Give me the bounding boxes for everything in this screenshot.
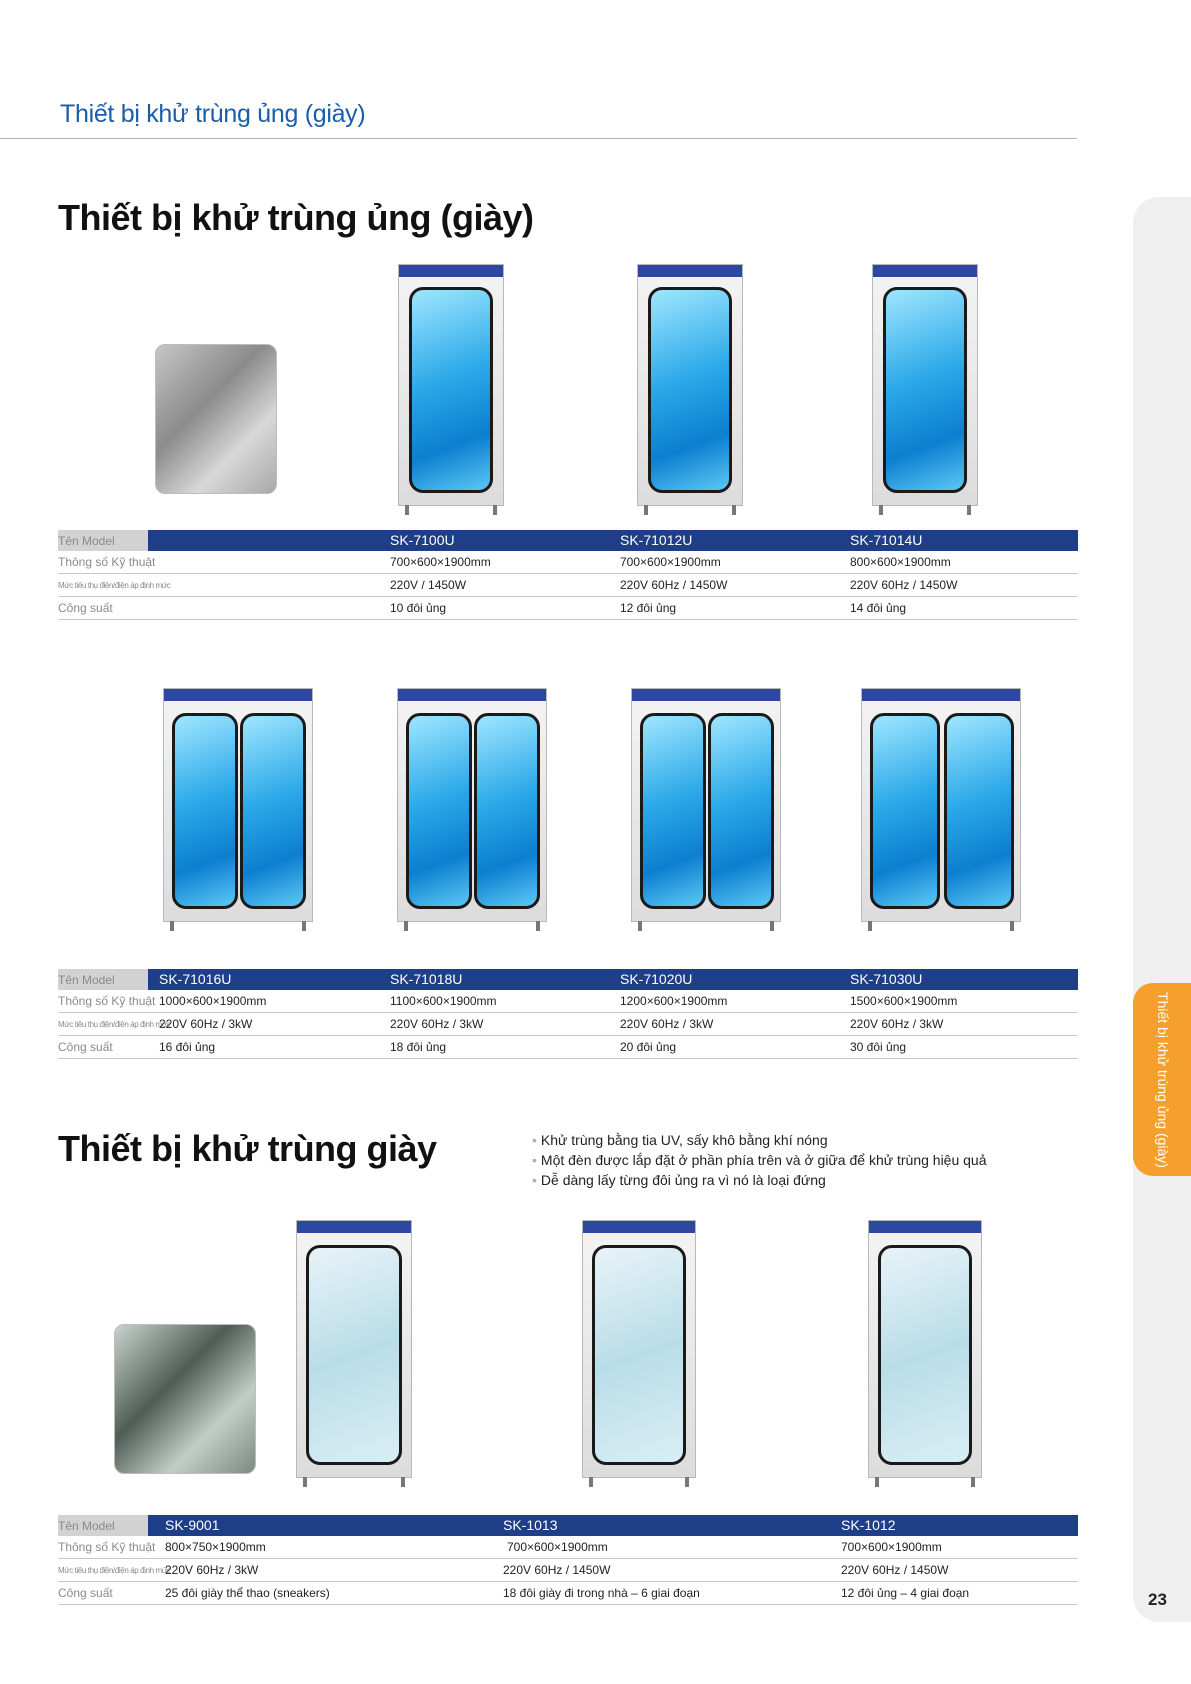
cell-capacity: 25 đôi giày thể thao (sneakers) (165, 1586, 330, 1600)
section1-title: Thiết bị khử trùng ủng (giày) (58, 197, 534, 238)
cell-capacity: 16 đôi ủng (159, 1040, 216, 1054)
table-row-capacity (58, 597, 1078, 620)
table-row-model (58, 1515, 1078, 1536)
cell-capacity: 10 đôi ủng (390, 601, 447, 615)
cell-spec: 1500×600×1900mm (850, 994, 958, 1008)
label-capacity: Công suất (58, 1040, 113, 1054)
product-image-sk-7100u (398, 264, 504, 506)
cell-model: SK-9001 (165, 1517, 220, 1533)
cell-power: 220V 60Hz / 3kW (165, 1563, 259, 1577)
feature-bullets (532, 1130, 987, 1190)
label-power: Mức tiêu thụ điện/điện áp định mức (58, 1566, 171, 1575)
table-row-spec (58, 1536, 1078, 1559)
cell-capacity: 18 đôi giày đi trong nhà – 6 giai đoạn (503, 1586, 700, 1600)
label-capacity: Công suất (58, 601, 113, 615)
cell-power: 220V 60Hz / 3kW (390, 1017, 484, 1031)
cell-capacity: 20 đôi ủng (620, 1040, 677, 1054)
header-divider (0, 138, 1077, 139)
label-power: Mức tiêu thụ điện/điện áp định mức (58, 581, 171, 590)
side-tab-background (1133, 197, 1191, 1622)
cell-model: SK-1012 (841, 1517, 896, 1533)
bullet-text: Khử trùng bằng tia UV, sấy khô bằng khí nóng (540, 1132, 828, 1148)
cell-spec: 800×750×1900mm (165, 1540, 266, 1554)
cell-model: SK-71018U (390, 971, 463, 987)
product-image-sk-71018u (397, 688, 547, 922)
cell-power: 220V 60Hz / 1450W (503, 1563, 611, 1577)
side-tab[interactable] (1133, 983, 1191, 1176)
spec-table-1 (58, 530, 1078, 620)
cell-power: 220V 60Hz / 3kW (620, 1017, 714, 1031)
cell-power: 220V 60Hz / 3kW (850, 1017, 944, 1031)
label-spec: Thông số Kỹ thuật (58, 555, 156, 569)
bullet-text: Một đèn được lắp đặt ở phần phía trên và ở giữa để khử trùng hiệu quả (540, 1152, 987, 1168)
label-model: Tên Model (58, 1519, 115, 1533)
cell-power: 220V / 1450W (390, 578, 467, 592)
table-row-capacity (58, 1036, 1078, 1059)
cell-model: SK-1013 (503, 1517, 558, 1533)
cell-power: 220V 60Hz / 1450W (841, 1563, 949, 1577)
table-row-power (58, 1559, 1078, 1582)
spec-table-3 (58, 1515, 1078, 1605)
section2-title: Thiết bị khử trùng giày (58, 1128, 437, 1169)
cell-spec: 800×600×1900mm (850, 555, 951, 569)
cell-model: SK-71020U (620, 971, 693, 987)
table-row-spec (58, 551, 1078, 574)
product-image-sk-71016u (163, 688, 313, 922)
bullet-item: • Khử trùng bằng tia UV, sấy khô bằng khí nóng (532, 1132, 828, 1148)
product-image-sk-1013 (582, 1220, 696, 1478)
table-row-model (58, 530, 1078, 551)
cell-spec: 700×600×1900mm (620, 555, 721, 569)
cell-power: 220V 60Hz / 3kW (159, 1017, 253, 1031)
cell-power: 220V 60Hz / 1450W (620, 578, 728, 592)
cell-spec: 1200×600×1900mm (620, 994, 728, 1008)
label-spec: Thông số Kỹ thuật (58, 994, 156, 1008)
product-image-sk-71020u (631, 688, 781, 922)
product-image-sk-71030u (861, 688, 1021, 922)
side-tab-label: Thiết bị khử trùng ủng (giày) (1155, 991, 1171, 1168)
label-capacity: Công suất (58, 1586, 113, 1600)
cell-spec: 1000×600×1900mm (159, 994, 267, 1008)
cell-capacity: 18 đôi ủng (390, 1040, 447, 1054)
product-image-sk-1012 (868, 1220, 982, 1478)
label-model: Tên Model (58, 973, 115, 987)
cell-spec: 700×600×1900mm (390, 555, 491, 569)
cell-spec: 1100×600×1900mm (390, 994, 497, 1008)
table-row-spec (58, 990, 1078, 1013)
label-power: Mức tiêu thụ điện/điện áp định mức (58, 1020, 171, 1029)
cell-capacity: 30 đôi ủng (850, 1040, 907, 1054)
cell-model: SK-7100U (390, 532, 455, 548)
table-row-power (58, 1013, 1078, 1036)
cell-spec: 700×600×1900mm (507, 1540, 608, 1554)
product-image-sk-9001 (296, 1220, 412, 1478)
bullet-item: • Một đèn được lắp đặt ở phần phía trên và ở giữa để khử trùng hiệu quả (532, 1152, 987, 1168)
cell-model: SK-71030U (850, 971, 923, 987)
cell-model: SK-71014U (850, 532, 923, 548)
cell-capacity: 14 đôi ủng (850, 601, 907, 615)
table-row-capacity (58, 1582, 1078, 1605)
shoe-photo (114, 1324, 256, 1474)
page-number: 23 (1148, 1590, 1167, 1609)
cell-spec: 700×600×1900mm (841, 1540, 942, 1554)
bullet-item: • Dễ dàng lấy từng đôi ủng ra vì nó là loại đứng (532, 1172, 826, 1188)
header-title: Thiết bị khử trùng ủng (giày) (60, 100, 366, 128)
label-model: Tên Model (58, 534, 115, 548)
table-row-power (58, 574, 1078, 597)
label-spec: Thông số Kỹ thuật (58, 1540, 156, 1554)
spec-table-2 (58, 969, 1078, 1059)
product-image-sk-71014u (872, 264, 978, 506)
cell-model: SK-71012U (620, 532, 693, 548)
cell-power: 220V 60Hz / 1450W (850, 578, 958, 592)
cell-model: SK-71016U (159, 971, 232, 987)
cell-capacity: 12 đôi ủng (620, 601, 677, 615)
table-row-model (58, 969, 1078, 990)
product-image-sk-71012u (637, 264, 743, 506)
bullet-text: Dễ dàng lấy từng đôi ủng ra vì nó là loại đứng (540, 1172, 826, 1188)
boot-photo (155, 344, 277, 494)
cell-capacity: 12 đôi ủng – 4 giai đoạn (841, 1586, 970, 1600)
